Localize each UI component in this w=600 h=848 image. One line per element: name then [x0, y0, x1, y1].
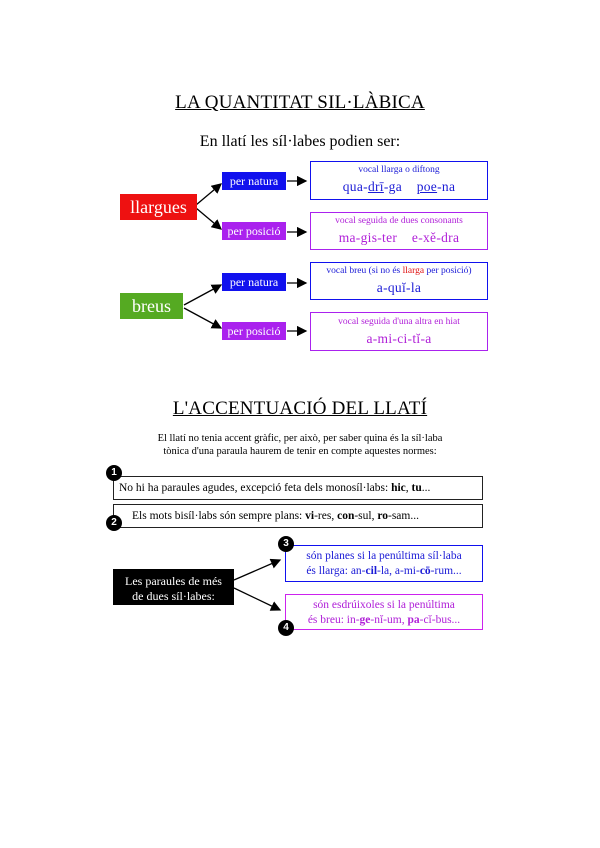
- ex-accent: poe: [416, 179, 438, 194]
- llargues-posicio-example: [311, 229, 487, 246]
- ex-part: -ga: [383, 179, 402, 194]
- arrow-llargues-posicio: [196, 208, 221, 229]
- number-badge-1: 1: [106, 465, 122, 481]
- rule-text: és breu: in-: [307, 614, 360, 626]
- llargues-natura-box: [310, 161, 488, 200]
- rule-text: -sul,: [354, 510, 378, 522]
- breus-posicio-example: a-mi-ci-tĭ-a: [366, 331, 432, 346]
- arrow-black-rule4: [234, 588, 280, 610]
- rule-1-box: [113, 476, 483, 500]
- intro-line: tònica d'una paraula haurem de tenir en compte aquestes normes:: [163, 446, 437, 457]
- ex-part: e-xě-dra: [411, 230, 460, 245]
- rule-text: -cĭ-bus...: [419, 614, 461, 626]
- llargues-posicio-box: [310, 212, 488, 250]
- ex-accent: drī: [367, 179, 384, 194]
- black-box: [113, 569, 234, 605]
- breus-natura-tag: per natura: [222, 273, 286, 291]
- rule-4-line2: [286, 613, 482, 628]
- number-badge-4: 4: [278, 620, 294, 636]
- rule-example: vi: [305, 510, 315, 522]
- rule-text: Els mots bisíl·labs són sempre plans:: [132, 510, 306, 522]
- llargues-natura-tag: per natura: [222, 172, 286, 190]
- rule-example: cil: [365, 565, 378, 577]
- note-part: vocal breu (si no és: [326, 266, 403, 276]
- rule-3-line2: [286, 564, 482, 579]
- rule-text: -res,: [314, 510, 338, 522]
- rule-3-box: [285, 545, 483, 582]
- number-badge-2: 2: [106, 515, 122, 531]
- rule-text: -sam...: [388, 510, 419, 522]
- rule-4-box: [285, 594, 483, 630]
- rule-text: és llarga: an-: [306, 565, 366, 577]
- black-box-line: de dues síl·labes:: [132, 589, 215, 603]
- rule-3-line: són planes si la penúltima síl·laba: [306, 550, 462, 562]
- intro-line: El llatí no tenia accent gràfic, per això, per saber quina és la síl·laba: [157, 433, 443, 444]
- note-red: llarga: [402, 266, 425, 276]
- breus-natura-example: a-quĭ-la: [376, 280, 422, 295]
- rule-4-line: són esdrúixoles si la penúltima: [313, 599, 455, 611]
- breus-natura-box: [310, 262, 488, 300]
- section1-title: LA QUANTITAT SIL·LÀBICA: [175, 92, 425, 113]
- ex-part: qua-: [342, 179, 368, 194]
- section1-subtitle: En llatí les síl·labes podien ser:: [199, 133, 401, 150]
- llargues-natura-note: vocal llarga o diftong: [358, 165, 440, 175]
- rule-example: ge: [359, 614, 371, 626]
- llargues-box: llargues: [120, 194, 197, 220]
- intro-text: [0, 432, 600, 458]
- section2-title: L'ACCENTUACIÓ DEL LLATÍ: [172, 398, 428, 419]
- arrow-black-rule3: [234, 560, 280, 580]
- breus-posicio-box: [310, 312, 488, 351]
- rule-example: pa: [407, 614, 420, 626]
- rule-text: -nĭ-um,: [370, 614, 408, 626]
- black-box-line: Les paraules de més: [125, 574, 222, 588]
- number-badge-3: 3: [278, 536, 294, 552]
- rule-example: hic: [391, 482, 406, 494]
- llargues-posicio-note: vocal seguida de dues consonants: [335, 216, 463, 226]
- llargues-natura-example: [311, 178, 487, 195]
- arrow-llargues-natura: [196, 184, 221, 205]
- rule-2-box: [113, 504, 483, 528]
- rule-example: ro: [377, 510, 388, 522]
- rule-example: cō: [419, 565, 431, 577]
- breus-natura-note: [311, 266, 487, 277]
- ex-part: ma-gis-ter: [338, 230, 398, 245]
- rule-example: con: [337, 510, 355, 522]
- rule-text: -rum...: [430, 565, 462, 577]
- rule-text: No hi ha paraules agudes, excepció feta dels monosíl·labs:: [119, 482, 392, 494]
- ex-part: -na: [437, 179, 456, 194]
- note-part: per posició): [424, 266, 472, 276]
- arrow-breus-natura: [184, 285, 221, 305]
- arrow-breus-posicio: [184, 308, 221, 328]
- rule-text: -la, a-mi-: [377, 565, 420, 577]
- llargues-posicio-tag: per posició: [222, 222, 286, 240]
- rule-text: ...: [421, 482, 431, 494]
- breus-posicio-tag: per posició: [222, 322, 286, 340]
- rule-text: ,: [405, 482, 412, 494]
- rule-example: tu: [411, 482, 422, 494]
- breus-posicio-note: vocal seguida d'una altra en hiat: [338, 317, 460, 327]
- breus-box: breus: [120, 293, 183, 319]
